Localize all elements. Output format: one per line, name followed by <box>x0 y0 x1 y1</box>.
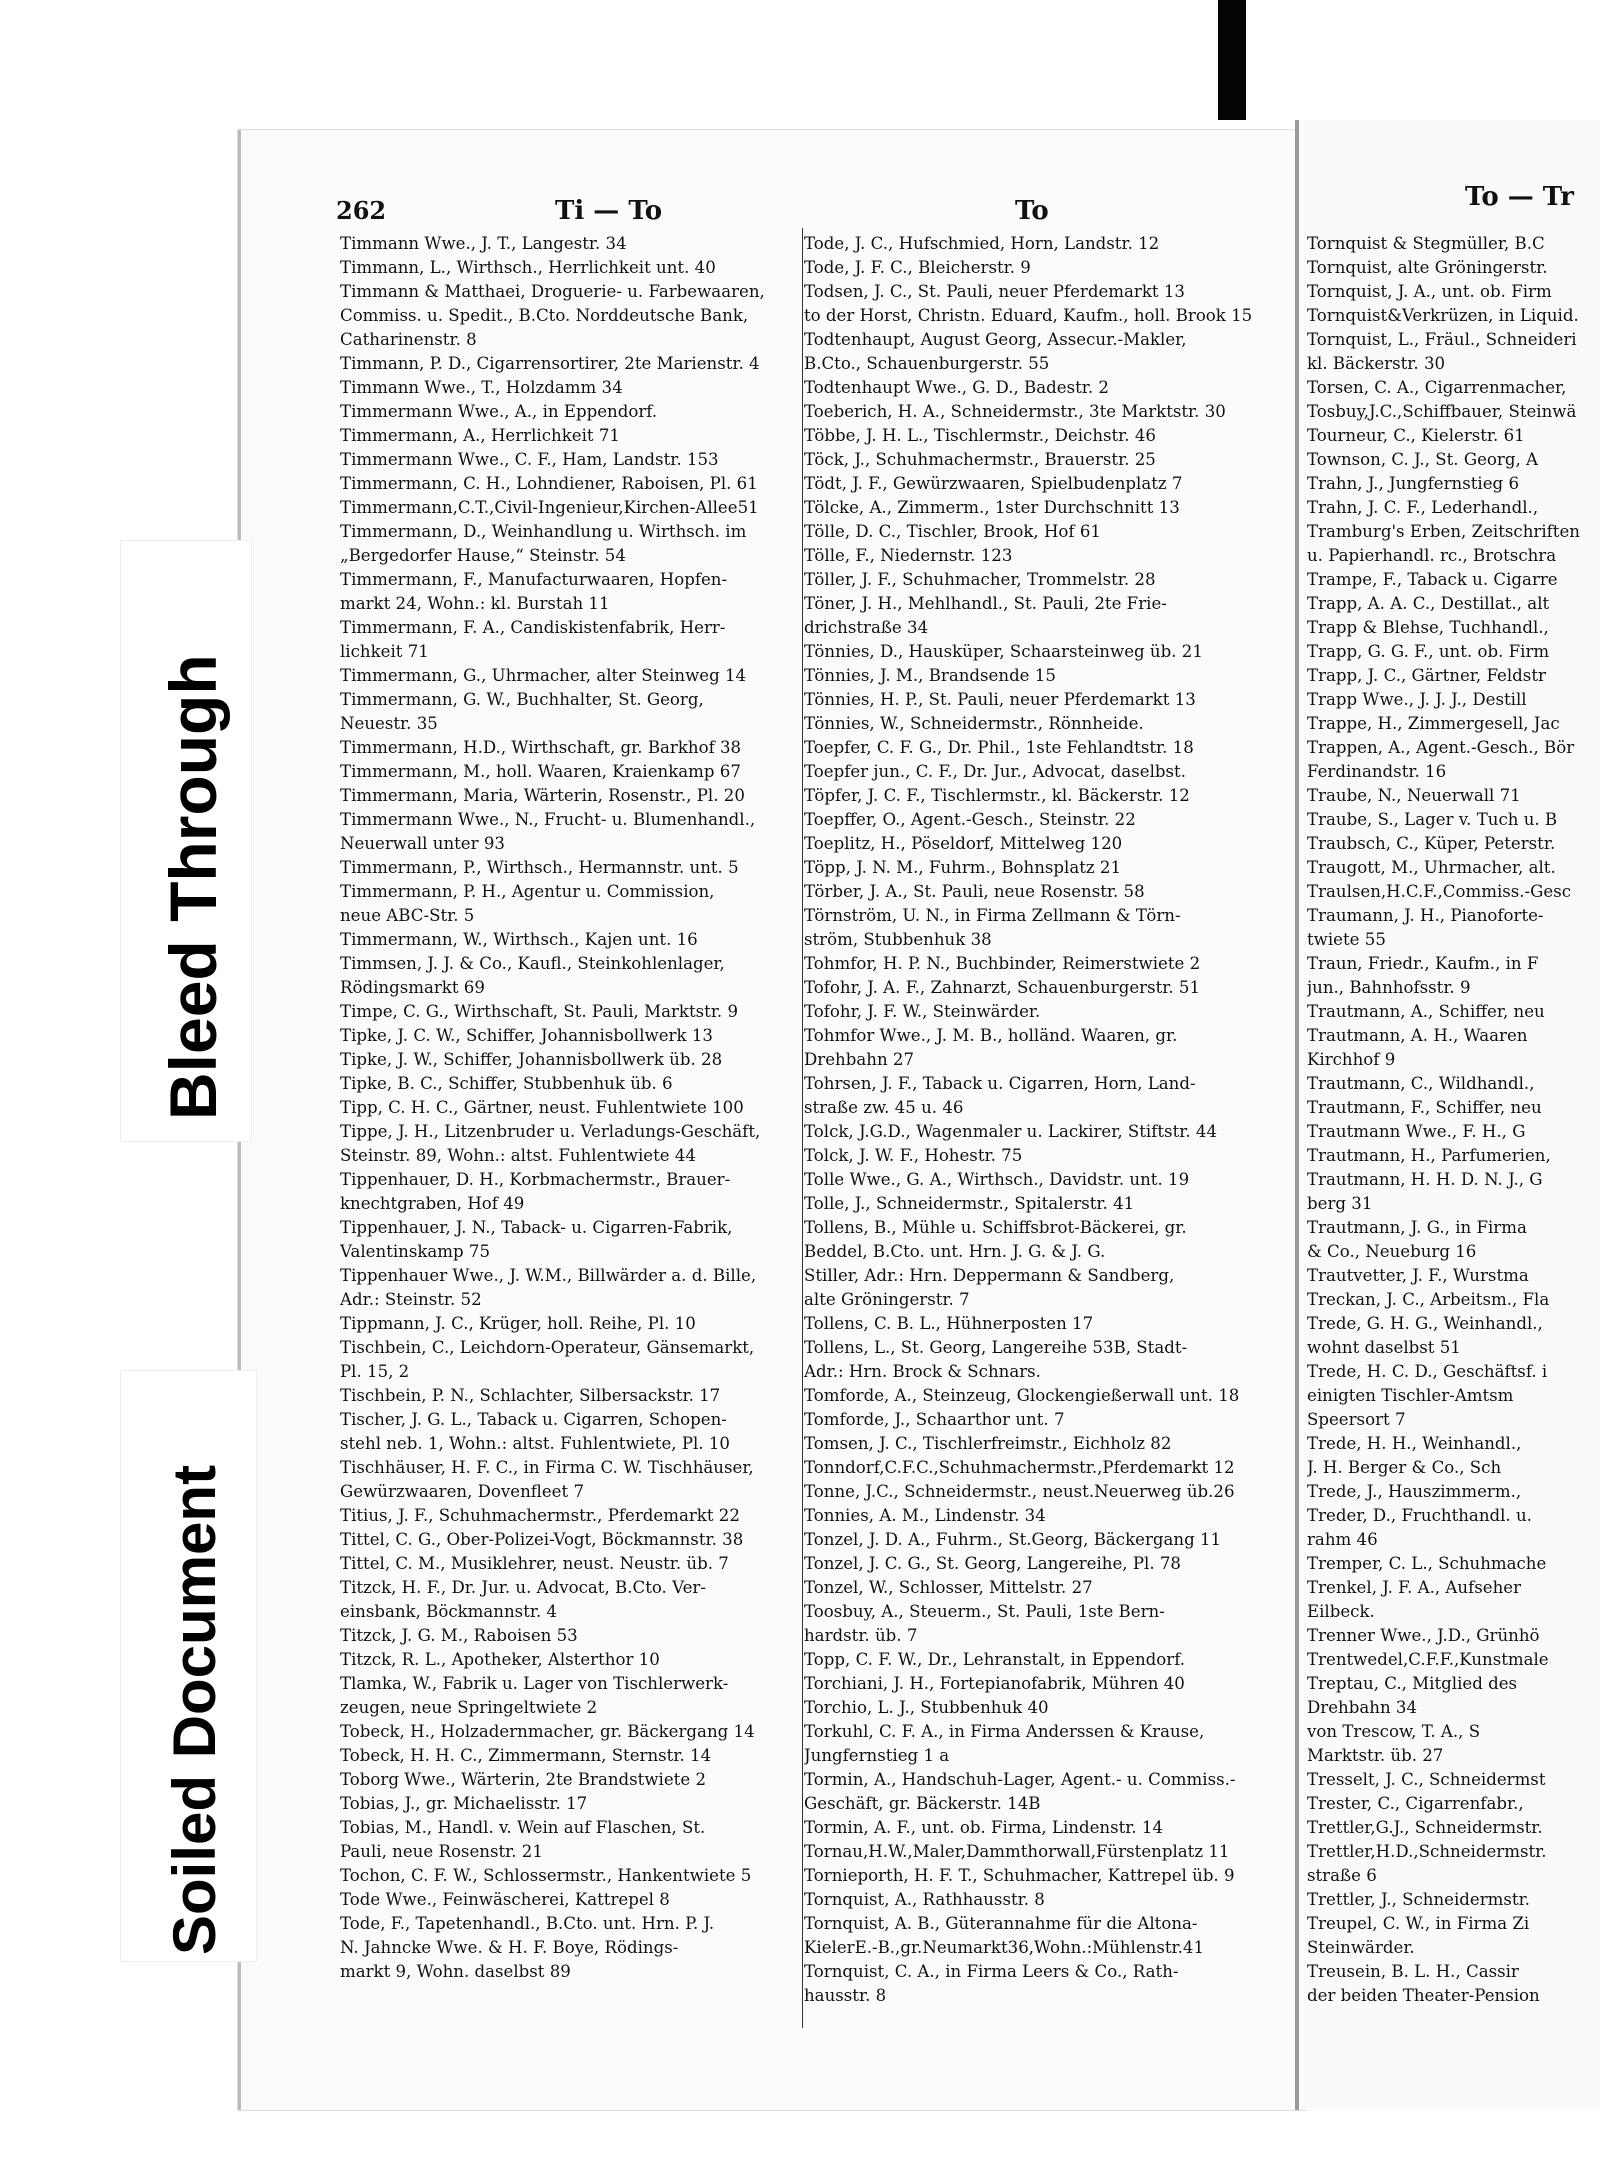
directory-line: Tonnies, A. M., Lindenstr. 34 <box>804 1506 1046 1525</box>
directory-line: kl. Bäckerstr. 30 <box>1307 354 1446 373</box>
directory-line: Timmermann Wwe., A., in Eppendorf. <box>340 402 658 421</box>
directory-line: Tornquist, J. A., unt. ob. Firm <box>1307 282 1552 301</box>
directory-line: Tollens, C. B. L., Hühnerposten 17 <box>804 1314 1094 1333</box>
directory-line: Eilbeck. <box>1307 1602 1375 1621</box>
directory-line: Trautmann, A. H., Waaren <box>1307 1026 1528 1045</box>
directory-line: Timmermann Wwe., N., Frucht- u. Blumenhandl., <box>340 810 756 829</box>
directory-line: Tramburg's Erben, Zeitschriften <box>1307 522 1580 541</box>
directory-line: Toeplitz, H., Pöseldorf, Mittelweg 120 <box>804 834 1123 853</box>
directory-line: Gewürzwaaren, Dovenfleet 7 <box>340 1482 585 1501</box>
directory-line: Drehbahn 27 <box>804 1050 915 1069</box>
directory-line: Timmermann, C. H., Lohndiener, Raboisen, Pl. 61 <box>340 474 758 493</box>
directory-line: Trautmann Wwe., F. H., G <box>1307 1122 1526 1141</box>
directory-line: Trapp, G. G. F., unt. ob. Firm <box>1307 642 1550 661</box>
directory-line: alte Gröningerstr. 7 <box>804 1290 970 1309</box>
directory-line: Pauli, neue Rosenstr. 21 <box>340 1842 543 1861</box>
directory-line: Trede, G. H. G., Weinhandl., <box>1307 1314 1543 1333</box>
directory-line: Tölle, F., Niedernstr. 123 <box>804 546 1013 565</box>
bleed-through-label: Bleed Through <box>156 654 230 1120</box>
directory-line: Neuerwall unter 93 <box>340 834 505 853</box>
directory-line: drichstraße 34 <box>804 618 929 637</box>
directory-line: Trautmann, J. G., in Firma <box>1307 1218 1527 1237</box>
directory-line: N. Jahncke Wwe. & H. F. Boye, Rödings- <box>340 1938 679 1957</box>
directory-line: wohnt daselbst 51 <box>1307 1338 1461 1357</box>
directory-line: Tornieporth, H. F. T., Schuhmacher, Kattrepel üb. 9 <box>804 1866 1235 1885</box>
directory-line: Trautmann, A., Schiffer, neu <box>1307 1002 1545 1021</box>
directory-line: einigten Tischler-Amtsm <box>1307 1386 1514 1405</box>
directory-line: Toepffer, O., Agent.-Gesch., Steinstr. 22 <box>804 810 1136 829</box>
directory-line: Tresselt, J. C., Schneidermst <box>1307 1770 1546 1789</box>
directory-line: Timmermann,C.T.,Civil-Ingenieur,Kirchen-Allee51 <box>340 498 759 517</box>
directory-line: J. H. Berger & Co., Sch <box>1307 1458 1502 1477</box>
directory-line: Tipp, C. H. C., Gärtner, neust. Fuhlentwiete 100 <box>340 1098 744 1117</box>
directory-line: Steinwärder. <box>1307 1938 1415 1957</box>
directory-line: Toeberich, H. A., Schneidermstr., 3te Marktstr. 30 <box>804 402 1226 421</box>
directory-line: Tofohr, J. A. F., Zahnarzt, Schauenburgerstr. 51 <box>804 978 1201 997</box>
directory-line: Tornquist&Verkrüzen, in Liquid. <box>1307 306 1579 325</box>
directory-line: Stiller, Adr.: Hrn. Deppermann & Sandberg, <box>804 1266 1175 1285</box>
right-page-column <box>1307 232 1597 2008</box>
directory-line: Marktstr. üb. 27 <box>1307 1746 1444 1765</box>
directory-line: Tornquist, A. B., Güterannahme für die Altona- <box>804 1914 1198 1933</box>
directory-line: rahm 46 <box>1307 1530 1378 1549</box>
directory-line: Todsen, J. C., St. Pauli, neuer Pferdemarkt 13 <box>804 282 1185 301</box>
directory-line: Tischhäuser, H. F. C., in Firma C. W. Tischhäuser, <box>340 1458 754 1477</box>
directory-line: markt 9, Wohn. daselbst 89 <box>340 1962 571 1981</box>
directory-line: Tobeck, H., Holzadernmacher, gr. Bäckergang 14 <box>340 1722 755 1741</box>
directory-line: der beiden Theater-Pension <box>1307 1986 1540 2005</box>
directory-line: Tischbein, P. N., Schlachter, Silbersackstr. 17 <box>340 1386 721 1405</box>
directory-line: Tolle Wwe., G. A., Wirthsch., Davidstr. unt. 19 <box>804 1170 1190 1189</box>
directory-line: Tomsen, J. C., Tischlerfreimstr., Eichholz 82 <box>804 1434 1172 1453</box>
directory-line: Treupel, C. W., in Firma Zi <box>1307 1914 1530 1933</box>
directory-line: einsbank, Böckmannstr. 4 <box>340 1602 558 1621</box>
directory-line: B.Cto., Schauenburgerstr. 55 <box>804 354 1050 373</box>
directory-line: Timmermann, M., holl. Waaren, Kraienkamp 67 <box>340 762 741 781</box>
directory-line: to der Horst, Christn. Eduard, Kaufm., holl. Brook 15 <box>804 306 1253 325</box>
directory-line: Timmermann, P., Wirthsch., Hermannstr. unt. 5 <box>340 858 739 877</box>
directory-line: Adr.: Hrn. Brock & Schnars. <box>804 1362 1041 1381</box>
directory-line: Timpe, C. G., Wirthschaft, St. Pauli, Marktstr. 9 <box>340 1002 739 1021</box>
directory-line: Tonzel, W., Schlosser, Mittelstr. 27 <box>804 1578 1093 1597</box>
left-running-title: Ti — To <box>555 196 663 226</box>
directory-line: Traumann, J. H., Pianoforte- <box>1307 906 1544 925</box>
directory-line: Timmann, P. D., Cigarrensortirer, 2te Marienstr. 4 <box>340 354 760 373</box>
directory-line: Tonndorf,C.F.C.,Schuhmachermstr.,Pferdemarkt 12 <box>804 1458 1235 1477</box>
directory-line: Torkuhl, C. F. A., in Firma Anderssen & Krause, <box>804 1722 1205 1741</box>
directory-line: Toepfer jun., C. F., Dr. Jur., Advocat, daselbst. <box>804 762 1186 781</box>
directory-line: Trautmann, F., Schiffer, neu <box>1307 1098 1542 1117</box>
directory-line: Tollens, L., St. Georg, Langereihe 53B, Stadt- <box>804 1338 1188 1357</box>
directory-line: Tode, J. F. C., Bleicherstr. 9 <box>804 258 1031 277</box>
directory-line: Timmermann, G. W., Buchhalter, St. Georg, <box>340 690 704 709</box>
directory-line: Tipke, J. W., Schiffer, Johannisbollwerk üb. 28 <box>340 1050 723 1069</box>
directory-line: Tippenhauer, D. H., Korbmachermstr., Brauer- <box>340 1170 731 1189</box>
directory-line: Timmermann, Maria, Wärterin, Rosenstr., Pl. 20 <box>340 786 745 805</box>
directory-line: Tochon, C. F. W., Schlossermstr., Hankentwiete 5 <box>340 1866 752 1885</box>
directory-line: Tischbein, C., Leichdorn-Operateur, Gänsemarkt, <box>340 1338 755 1357</box>
directory-line: Titzck, R. L., Apotheker, Alsterthor 10 <box>340 1650 660 1669</box>
directory-line: Timmann & Matthaei, Droguerie- u. Farbewaaren, <box>340 282 765 301</box>
directory-line: Tobias, M., Handl. v. Wein auf Flaschen, St. <box>340 1818 706 1837</box>
directory-line: Trettler,H.D.,Schneidermstr. <box>1307 1842 1547 1861</box>
directory-line: Rödingsmarkt 69 <box>340 978 485 997</box>
directory-line: Toepfer, C. F. G., Dr. Phil., 1ste Fehlandtstr. 18 <box>804 738 1194 757</box>
directory-line: Trautvetter, J. F., Wurstma <box>1307 1266 1529 1285</box>
directory-line: jun., Bahnhofsstr. 9 <box>1307 978 1471 997</box>
right-running-title: To — Tr <box>1465 182 1574 212</box>
directory-line: Tipke, B. C., Schiffer, Stubbenhuk üb. 6 <box>340 1074 673 1093</box>
directory-line: Speersort 7 <box>1307 1410 1406 1429</box>
directory-line: Neuestr. 35 <box>340 714 438 733</box>
directory-line: Tohrsen, J. F., Taback u. Cigarren, Horn, Land- <box>804 1074 1196 1093</box>
directory-line: Timmsen, J. J. & Co., Kaufl., Steinkohlenlager, <box>340 954 725 973</box>
directory-line: berg 31 <box>1307 1194 1373 1213</box>
directory-line: Tode, J. C., Hufschmied, Horn, Landstr. 12 <box>804 234 1160 253</box>
directory-line: Trapp & Blehse, Tuchhandl., <box>1307 618 1549 637</box>
directory-line: Tittel, C. G., Ober-Polizei-Vogt, Böckmannstr. 38 <box>340 1530 744 1549</box>
directory-line: ström, Stubbenhuk 38 <box>804 930 992 949</box>
directory-line: Tomforde, J., Schaarthor unt. 7 <box>804 1410 1065 1429</box>
directory-line: Törnström, U. N., in Firma Zellmann & Törn- <box>804 906 1181 925</box>
directory-line: Toborg Wwe., Wärterin, 2te Brandstwiete 2 <box>340 1770 707 1789</box>
directory-line: Trapp Wwe., J. J. J., Destill <box>1307 690 1527 709</box>
directory-line: Kirchhof 9 <box>1307 1050 1396 1069</box>
directory-line: Tremper, C. L., Schuhmache <box>1307 1554 1547 1573</box>
directory-line: Tönnies, J. M., Brandsende 15 <box>804 666 1056 685</box>
directory-line: Timmermann, P. H., Agentur u. Commission, <box>340 882 715 901</box>
directory-line: Traubsch, C., Küper, Peterstr. <box>1307 834 1556 853</box>
directory-line: straße zw. 45 u. 46 <box>804 1098 964 1117</box>
page-number: 262 <box>336 196 387 225</box>
directory-line: Trenkel, J. F. A., Aufseher <box>1307 1578 1522 1597</box>
directory-line: Tipke, J. C. W., Schiffer, Johannisbollwerk 13 <box>340 1026 713 1045</box>
directory-line: Trester, C., Cigarrenfabr., <box>1307 1794 1524 1813</box>
directory-line: Tonne, J.C., Schneidermstr., neust.Neuerweg üb.26 <box>804 1482 1235 1501</box>
directory-line: Trapp, A. A. C., Destillat., alt <box>1307 594 1550 613</box>
directory-line: Timmermann, H.D., Wirthschaft, gr. Barkhof 38 <box>340 738 742 757</box>
directory-line: Commiss. u. Spedit., B.Cto. Norddeutsche Bank, <box>340 306 749 325</box>
directory-line: Tittel, C. M., Musiklehrer, neust. Neustr. üb. 7 <box>340 1554 729 1573</box>
directory-line: Titzck, H. F., Dr. Jur. u. Advocat, B.Cto. Ver- <box>340 1578 706 1597</box>
directory-line: stehl neb. 1, Wohn.: altst. Fuhlentwiete, Pl. 10 <box>340 1434 730 1453</box>
directory-line: knechtgraben, Hof 49 <box>340 1194 525 1213</box>
directory-line: Tonzel, J. D. A., Fuhrm., St.Georg, Bäckergang 11 <box>804 1530 1222 1549</box>
directory-line: Trappen, A., Agent.-Gesch., Bör <box>1307 738 1575 757</box>
directory-line: Geschäft, gr. Bäckerstr. 14B <box>804 1794 1041 1813</box>
directory-line: Többe, J. H. L., Tischlermstr., Deichstr. 46 <box>804 426 1156 445</box>
directory-line: Trampe, F., Taback u. Cigarre <box>1307 570 1558 589</box>
left-column <box>340 232 802 1984</box>
directory-line: Tode, F., Tapetenhandl., B.Cto. unt. Hrn. P. J. <box>340 1914 715 1933</box>
directory-line: Trautmann, H. H. D. N. J., G <box>1307 1170 1543 1189</box>
directory-line: Torchio, L. J., Stubbenhuk 40 <box>804 1698 1049 1717</box>
column-divider <box>802 228 803 2028</box>
directory-line: Töck, J., Schuhmachermstr., Brauerstr. 25 <box>804 450 1156 469</box>
directory-line: Tornquist, L., Fräul., Schneideri <box>1307 330 1577 349</box>
directory-line: Tode Wwe., Feinwäscherei, Kattrepel 8 <box>340 1890 670 1909</box>
directory-line: Treptau, C., Mitglied des <box>1307 1674 1518 1693</box>
directory-line: Ferdinandstr. 16 <box>1307 762 1447 781</box>
directory-line: Torsen, C. A., Cigarrenmacher, <box>1307 378 1567 397</box>
directory-line: Tollens, B., Mühle u. Schiffsbrot-Bäckerei, gr. <box>804 1218 1187 1237</box>
directory-line: lichkeit 71 <box>340 642 429 661</box>
center-running-title: To <box>1015 196 1049 226</box>
directory-line: Beddel, B.Cto. unt. Hrn. J. G. & J. G. <box>804 1242 1106 1261</box>
directory-line: Tippmann, J. C., Krüger, holl. Reihe, Pl. 10 <box>340 1314 696 1333</box>
directory-line: straße 6 <box>1307 1866 1377 1885</box>
directory-line: Treckan, J. C., Arbeitsm., Fla <box>1307 1290 1550 1309</box>
directory-line: Trede, H. C. D., Geschäftsf. i <box>1307 1362 1548 1381</box>
directory-line: Tornquist, C. A., in Firma Leers & Co., Rath- <box>804 1962 1179 1981</box>
directory-line: Töller, J. F., Schuhmacher, Trommelstr. 28 <box>804 570 1156 589</box>
directory-line: Tourneur, C., Kielerstr. 61 <box>1307 426 1525 445</box>
directory-line: Tornquist & Stegmüller, B.C <box>1307 234 1545 253</box>
directory-line: Tolck, J.G.D., Wagenmaler u. Lackirer, Stiftstr. 44 <box>804 1122 1218 1141</box>
directory-line: Trapp, J. C., Gärtner, Feldstr <box>1307 666 1546 685</box>
directory-line: Tosbuy,J.C.,Schiffbauer, Steinwä <box>1307 402 1577 421</box>
directory-line: Tölle, D. C., Tischler, Brook, Hof 61 <box>804 522 1101 541</box>
top-black-bar <box>1218 0 1246 120</box>
directory-line: Tornau,H.W.,Maler,Dammthorwall,Fürstenplatz 11 <box>804 1842 1230 1861</box>
directory-line: Tippe, J. H., Litzenbruder u. Verladungs-Geschäft, <box>340 1122 761 1141</box>
directory-line: Treder, D., Fruchthandl. u. <box>1307 1506 1532 1525</box>
directory-line: Timmann, L., Wirthsch., Herrlichkeit unt. 40 <box>340 258 716 277</box>
directory-line: Todtenhaupt, August Georg, Assecur.-Makler, <box>804 330 1187 349</box>
directory-line: twiete 55 <box>1307 930 1386 949</box>
directory-line: Townson, C. J., St. Georg, A <box>1307 450 1538 469</box>
directory-line: Tönnies, W., Schneidermstr., Rönnheide. <box>804 714 1144 733</box>
directory-line: Tölcke, A., Zimmerm., 1ster Durchschnitt 13 <box>804 498 1180 517</box>
directory-line: Tippenhauer Wwe., J. W.M., Billwärder a. d. Bille, <box>340 1266 757 1285</box>
directory-line: Tönnies, D., Hausküper, Schaarsteinweg üb. 21 <box>804 642 1203 661</box>
directory-line: Drehbahn 34 <box>1307 1698 1418 1717</box>
directory-line: Trenner Wwe., J.D., Grünhö <box>1307 1626 1540 1645</box>
directory-line: Tlamka, W., Fabrik u. Lager von Tischlerwerk- <box>340 1674 729 1693</box>
directory-line: Tohmfor, H. P. N., Buchbinder, Reimerstwiete 2 <box>804 954 1201 973</box>
directory-line: Trettler,G.J., Schneidermstr. <box>1307 1818 1543 1837</box>
directory-line: zeugen, neue Springeltwiete 2 <box>340 1698 598 1717</box>
directory-line: Tornquist, A., Rathhausstr. 8 <box>804 1890 1045 1909</box>
directory-line: Timmermann, F. A., Candiskistenfabrik, Herr- <box>340 618 726 637</box>
directory-line: Tobeck, H. H. C., Zimmermann, Sternstr. 14 <box>340 1746 712 1765</box>
directory-line: Pl. 15, 2 <box>340 1362 410 1381</box>
directory-line: Tormin, A. F., unt. ob. Firma, Lindenstr. 14 <box>804 1818 1164 1837</box>
directory-line: Tormin, A., Handschuh-Lager, Agent.- u. Commiss.- <box>804 1770 1236 1789</box>
directory-line: Adr.: Steinstr. 52 <box>340 1290 482 1309</box>
directory-line: markt 24, Wohn.: kl. Burstah 11 <box>340 594 610 613</box>
directory-line: Trahn, J. C. F., Lederhandl., <box>1307 498 1539 517</box>
directory-line: Timmermann, D., Weinhandlung u. Wirthsch. im <box>340 522 747 541</box>
directory-line: Steinstr. 89, Wohn.: altst. Fuhlentwiete 44 <box>340 1146 696 1165</box>
directory-line: Törber, J. A., St. Pauli, neue Rosenstr. 58 <box>804 882 1145 901</box>
directory-line: Tippenhauer, J. N., Taback- u. Cigarren-Fabrik, <box>340 1218 733 1237</box>
directory-line: Timmermann, F., Manufacturwaaren, Hopfen- <box>340 570 728 589</box>
directory-line: Todtenhaupt Wwe., G. D., Badestr. 2 <box>804 378 1109 397</box>
directory-line: Tohmfor Wwe., J. M. B., holländ. Waaren, gr. <box>804 1026 1178 1045</box>
directory-line: Traube, S., Lager v. Tuch u. B <box>1307 810 1558 829</box>
directory-line: Tödt, J. F., Gewürzwaaren, Spielbudenplatz 7 <box>804 474 1183 493</box>
directory-line: Trede, J., Hauszimmerm., <box>1307 1482 1522 1501</box>
directory-line: Titzck, J. G. M., Raboisen 53 <box>340 1626 578 1645</box>
directory-line: Tönnies, H. P., St. Pauli, neuer Pferdemarkt 13 <box>804 690 1196 709</box>
directory-line: Timmann Wwe., T., Holzdamm 34 <box>340 378 623 397</box>
directory-line: Timmermann, G., Uhrmacher, alter Steinweg 14 <box>340 666 747 685</box>
directory-line: Tobias, J., gr. Michaelisstr. 17 <box>340 1794 588 1813</box>
directory-line: KielerE.-B.,gr.Neumarkt36,Wohn.:Mühlenstr.41 <box>804 1938 1205 1957</box>
directory-line: Valentinskamp 75 <box>340 1242 491 1261</box>
directory-line: Traugott, M., Uhrmacher, alt. <box>1307 858 1556 877</box>
directory-line: Timmermann Wwe., C. F., Ham, Landstr. 153 <box>340 450 719 469</box>
soiled-document-label: Soiled Document <box>161 1464 228 1955</box>
directory-line: Töpp, J. N. M., Fuhrm., Bohnsplatz 21 <box>804 858 1122 877</box>
directory-line: & Co., Neueburg 16 <box>1307 1242 1477 1261</box>
directory-line: Tomforde, A., Steinzeug, Glockengießerwall unt. 18 <box>804 1386 1240 1405</box>
directory-line: Trede, H. H., Weinhandl., <box>1307 1434 1522 1453</box>
directory-line: „Bergedorfer Hause,“ Steinstr. 54 <box>340 546 626 565</box>
directory-line: Treusein, B. L. H., Cassir <box>1307 1962 1519 1981</box>
directory-line: hausstr. 8 <box>804 1986 887 2005</box>
directory-line: Töpfer, J. C. F., Tischlermstr., kl. Bäckerstr. 12 <box>804 786 1190 805</box>
directory-line: Titius, J. F., Schuhmachermstr., Pferdemarkt 22 <box>340 1506 740 1525</box>
directory-line: von Trescow, T. A., S <box>1307 1722 1481 1741</box>
middle-column <box>804 232 1266 2008</box>
directory-line: Topp, C. F. W., Dr., Lehranstalt, in Eppendorf. <box>804 1650 1186 1669</box>
directory-line: Tornquist, alte Gröningerstr. <box>1307 258 1548 277</box>
directory-line: Timmermann, W., Wirthsch., Kajen unt. 16 <box>340 930 698 949</box>
directory-line: Trappe, H., Zimmergesell, Jac <box>1307 714 1560 733</box>
directory-line: Toosbuy, A., Steuerm., St. Pauli, 1ste Bern- <box>804 1602 1165 1621</box>
directory-line: Torchiani, J. H., Fortepianofabrik, Mühren 40 <box>804 1674 1185 1693</box>
directory-line: Timmann Wwe., J. T., Langestr. 34 <box>340 234 627 253</box>
directory-line: Timmermann, A., Herrlichkeit 71 <box>340 426 620 445</box>
directory-line: Tonzel, J. C. G., St. Georg, Langereihe, Pl. 78 <box>804 1554 1181 1573</box>
directory-line: Traulsen,H.C.F.,Commiss.-Gesc <box>1307 882 1572 901</box>
directory-line: Catharinenstr. 8 <box>340 330 477 349</box>
directory-line: hardstr. üb. 7 <box>804 1626 918 1645</box>
directory-line: Trettler, J., Schneidermstr. <box>1307 1890 1530 1909</box>
directory-line: Trahn, J., Jungfernstieg 6 <box>1307 474 1519 493</box>
directory-line: Töner, J. H., Mehlhandl., St. Pauli, 2te Frie- <box>804 594 1167 613</box>
directory-line: Tischer, J. G. L., Taback u. Cigarren, Schopen- <box>340 1410 727 1429</box>
directory-line: Jungfernstieg 1 a <box>804 1746 950 1765</box>
directory-line: Tolle, J., Schneidermstr., Spitalerstr. 41 <box>804 1194 1135 1213</box>
directory-line: Trautmann, C., Wildhandl., <box>1307 1074 1535 1093</box>
directory-line: Traun, Friedr., Kaufm., in F <box>1307 954 1539 973</box>
directory-line: Trentwedel,C.F.F.,Kunstmale <box>1307 1650 1549 1669</box>
directory-line: Tolck, J. W. F., Hohestr. 75 <box>804 1146 1023 1165</box>
directory-line: neue ABC-Str. 5 <box>340 906 475 925</box>
directory-line: u. Papierhandl. rc., Brotschra <box>1307 546 1557 565</box>
directory-line: Traube, N., Neuerwall 71 <box>1307 786 1521 805</box>
directory-line: Tofohr, J. F. W., Steinwärder. <box>804 1002 1041 1021</box>
directory-line: Trautmann, H., Parfumerien, <box>1307 1146 1551 1165</box>
